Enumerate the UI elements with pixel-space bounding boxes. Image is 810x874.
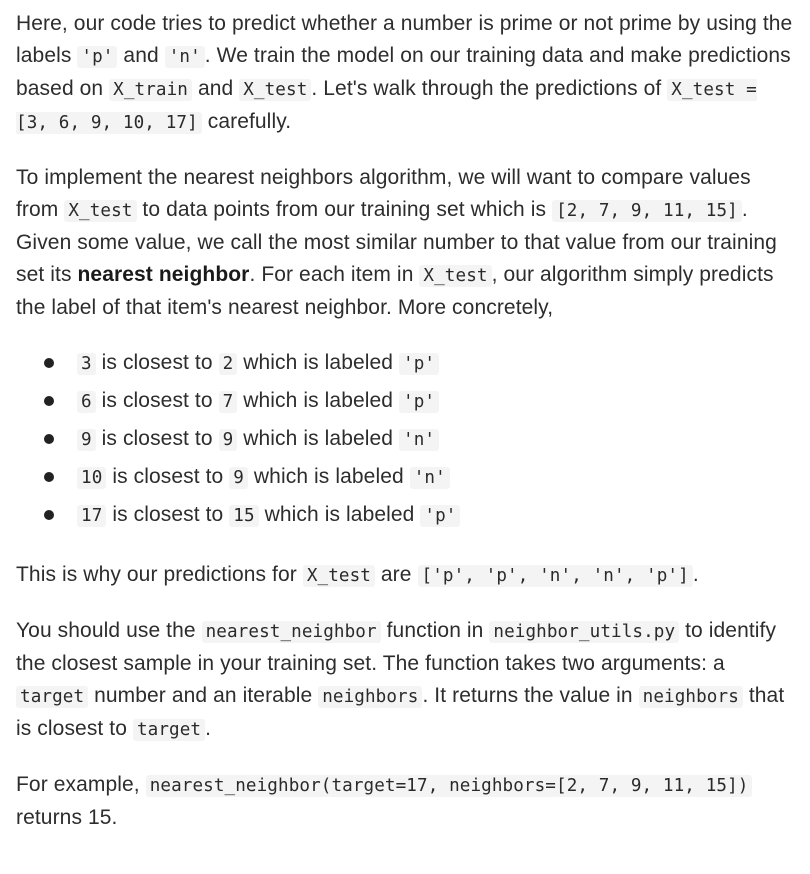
- bullet-icon: [44, 396, 54, 406]
- text: is closest to: [95, 427, 219, 450]
- text: which is labeled: [237, 351, 400, 374]
- text: function in: [380, 619, 490, 642]
- inline-code: X_test: [419, 265, 491, 287]
- text: and: [117, 44, 165, 67]
- text: To implement the nearest neighbors algorithm, we will want to compare values from: [16, 166, 751, 221]
- text: are: [374, 563, 418, 586]
- list-item: [16, 461, 794, 499]
- inline-code: X_test: [64, 200, 136, 222]
- inline-code: 9: [219, 429, 238, 451]
- inline-code: 'p': [420, 505, 460, 527]
- text: . Let's walk through the predictions of: [311, 77, 668, 100]
- text: which is labeled: [237, 389, 400, 412]
- text: and: [192, 77, 240, 100]
- text: is closest to: [95, 351, 219, 374]
- inline-code: 6: [77, 391, 96, 413]
- text: This is why our predictions for: [16, 563, 303, 586]
- inline-code: 'n': [399, 429, 439, 451]
- text: to data points from our training set which is: [136, 198, 553, 221]
- bullet-icon: [44, 358, 54, 368]
- neighbor-list: [16, 347, 794, 537]
- inline-code: neighbor_utils.py: [489, 621, 679, 643]
- inline-code: nearest_neighbor(target=17, neighbors=[2, 7, 9, 11, 15]): [146, 775, 753, 797]
- text: .: [205, 717, 212, 740]
- text: . We train the model on our training data and make predictions based on: [16, 44, 791, 100]
- list-item: [16, 499, 794, 537]
- inline-code: 15: [229, 505, 258, 527]
- text: is closest to: [106, 465, 230, 488]
- inline-code: target: [133, 719, 205, 741]
- inline-code: X_test = [3, 6, 9, 10, 17]: [16, 80, 757, 133]
- paragraph-algorithm: [16, 162, 794, 324]
- inline-code: [2, 7, 9, 11, 15]: [552, 200, 742, 222]
- paragraph-predictions: [16, 559, 794, 592]
- inline-code: target: [16, 686, 88, 708]
- text: returns 15.: [16, 806, 118, 829]
- text: which is labeled: [247, 465, 410, 488]
- text: carefully.: [201, 110, 292, 133]
- list-item: [16, 347, 794, 385]
- inline-code: 10: [77, 467, 106, 489]
- text: is closest to: [95, 389, 219, 412]
- text: .: [692, 563, 699, 586]
- text: Here, our code tries to predict whether a number is prime or not prime by using the labels: [16, 12, 793, 67]
- text: . It returns the value in: [422, 684, 639, 707]
- bullet-icon: [44, 472, 54, 482]
- inline-code: 9: [229, 467, 248, 489]
- paragraph-example: [16, 769, 794, 834]
- inline-code: neighbors: [318, 686, 422, 708]
- text: , our algorithm simply predicts the label of that item's nearest neighbor. More concretely,: [16, 263, 774, 319]
- inline-code: 'p': [399, 353, 439, 375]
- inline-code: 'p': [399, 391, 439, 413]
- text: . Given some value, we call the most similar number to that value from our training set its: [16, 198, 777, 286]
- list-item: [16, 423, 794, 461]
- text: You should use the: [16, 619, 202, 642]
- inline-code: X_train: [109, 79, 192, 101]
- inline-code: X_test: [303, 565, 375, 587]
- bullet-icon: [44, 434, 54, 444]
- inline-code: 'n': [165, 46, 205, 68]
- inline-code: 'p': [77, 46, 117, 68]
- inline-code: 17: [77, 505, 106, 527]
- inline-code: neighbors: [639, 686, 743, 708]
- inline-code: 3: [77, 353, 96, 375]
- text: For example,: [16, 773, 146, 796]
- inline-code: 9: [77, 429, 96, 451]
- text: number and an iterable: [88, 684, 319, 707]
- text: to identify the closest sample in your training set. The function takes two arguments: a: [16, 619, 777, 675]
- inline-code: 'n': [410, 467, 450, 489]
- inline-code: 7: [219, 391, 238, 413]
- text: that is closest to: [16, 684, 785, 740]
- inline-code: X_test: [239, 79, 311, 101]
- text: which is labeled: [237, 427, 400, 450]
- text: . For each item in: [249, 263, 420, 286]
- text: is closest to: [106, 503, 230, 526]
- bold-term: nearest neighbor: [77, 263, 250, 286]
- bullet-icon: [44, 510, 54, 520]
- paragraph-function: [16, 615, 794, 746]
- inline-code: 2: [219, 353, 238, 375]
- list-item: [16, 385, 794, 423]
- inline-code: ['p', 'p', 'n', 'n', 'p']: [418, 565, 693, 587]
- inline-code: nearest_neighbor: [202, 621, 381, 643]
- paragraph-intro: [16, 8, 794, 139]
- text: which is labeled: [258, 503, 421, 526]
